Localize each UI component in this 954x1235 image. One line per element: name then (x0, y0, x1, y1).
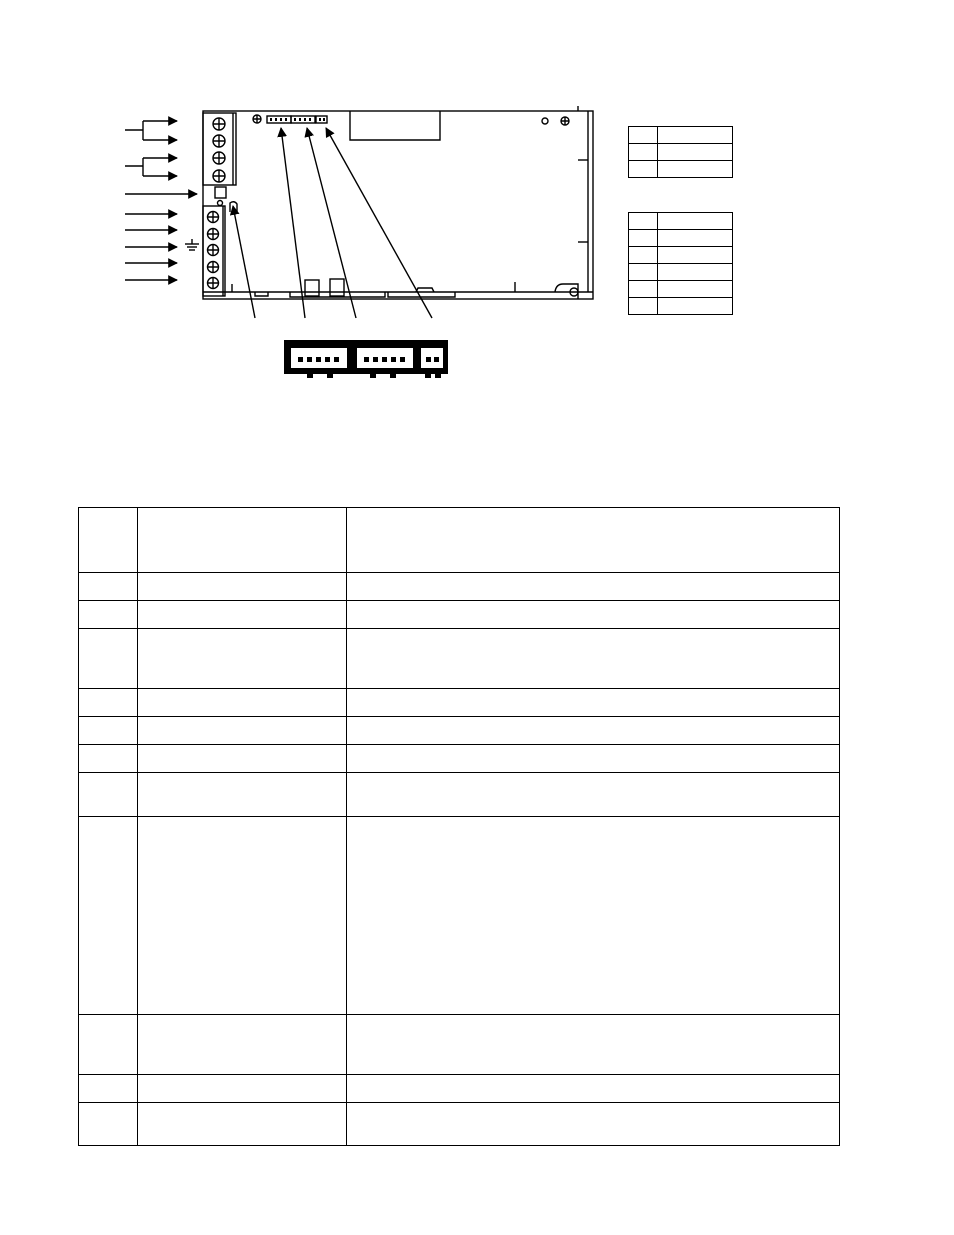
table-cell (347, 689, 840, 717)
table-cell (138, 1015, 347, 1075)
ground-icon (185, 239, 199, 250)
table-row (79, 629, 840, 689)
table-row (79, 717, 840, 745)
table-cell (138, 508, 347, 573)
table-cell (79, 508, 138, 573)
table-cell (347, 629, 840, 689)
table-cell (138, 601, 347, 629)
table-cell (79, 1075, 138, 1103)
table-cell (79, 717, 138, 745)
table-cell (347, 745, 840, 773)
table-cell (347, 1015, 840, 1075)
table-cell (138, 689, 347, 717)
table-cell (347, 1103, 840, 1146)
table-row (79, 1015, 840, 1075)
table-cell (138, 1075, 347, 1103)
header-connector-3 (316, 116, 327, 123)
table-cell (138, 1103, 347, 1146)
table-cell (347, 573, 840, 601)
table-row (79, 1075, 840, 1103)
table-cell (347, 508, 840, 573)
table-cell (138, 773, 347, 817)
table-row (79, 745, 840, 773)
table-cell (79, 629, 138, 689)
table-cell (138, 629, 347, 689)
table-cell (138, 717, 347, 745)
table-cell (79, 601, 138, 629)
table-cell (79, 1015, 138, 1075)
table-cell (79, 817, 138, 1015)
table-cell (347, 717, 840, 745)
table-cell (347, 601, 840, 629)
table-cell (347, 773, 840, 817)
table-cell (79, 745, 138, 773)
legend-table-bottom (628, 212, 733, 315)
table-cell (79, 573, 138, 601)
table-cell (347, 1075, 840, 1103)
table-row (79, 601, 840, 629)
connector-detail (284, 340, 448, 378)
table-row (79, 689, 840, 717)
table-cell (347, 817, 840, 1015)
table-cell (79, 689, 138, 717)
table-row (79, 1103, 840, 1146)
table-cell (79, 1103, 138, 1146)
terminal-function-table (78, 507, 840, 1146)
table-row (79, 773, 840, 817)
table-header-row (79, 508, 840, 573)
power-supply-terminal-diagram (0, 0, 954, 390)
table-cell (138, 817, 347, 1015)
table-row (79, 817, 840, 1015)
table-row (79, 573, 840, 601)
unit-housing (203, 111, 593, 299)
legend-table-top (628, 126, 733, 178)
table-cell (138, 573, 347, 601)
table-cell (79, 773, 138, 817)
table-cell (138, 745, 347, 773)
